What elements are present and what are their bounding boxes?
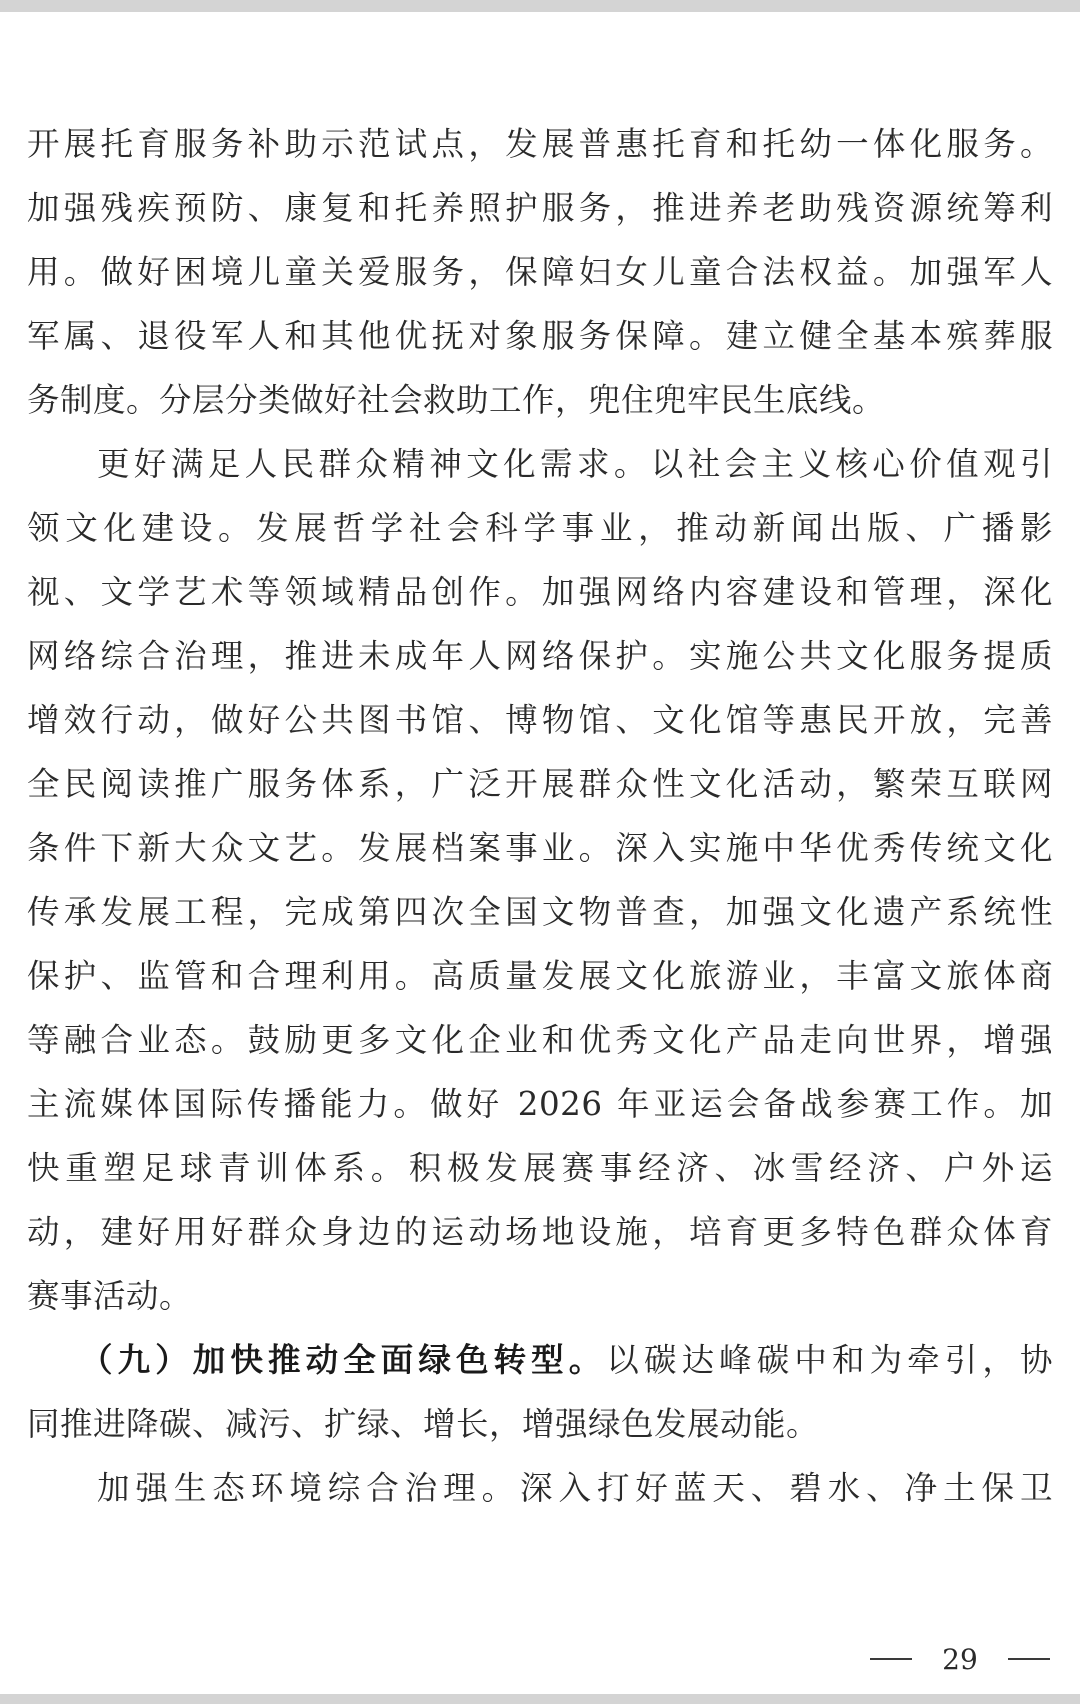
viewer-bottom-bar [0, 1694, 1080, 1704]
footer-dash-right [1008, 1658, 1050, 1660]
section-heading-rest: 以碳达峰碳中和为牵引，协 [606, 1341, 1053, 1379]
text-line-3: 用。做好困境儿童关爱服务，保障妇女儿童合法权益。加强军人 [27, 253, 1053, 291]
text-line-1: 开展托育服务补助示范试点，发展普惠托育和托幼一体化服务。 [27, 125, 1053, 163]
text-line-7: 领文化建设。发展哲学社会科学事业，推动新闻出版、广播影 [27, 509, 1053, 547]
text-line-12: 条件下新大众文艺。发展档案事业。深入实施中华优秀传统文化 [27, 829, 1053, 867]
paragraph-start-culture: 更好满足人民群众精神文化需求。以社会主义核心价值观引 [97, 445, 1053, 483]
text-line-11: 全民阅读推广服务体系，广泛开展群众性文化活动，繁荣互联网 [27, 765, 1053, 803]
text-line-18: 动，建好用好群众身边的运动场地设施，培育更多特色群众体育 [27, 1213, 1053, 1251]
text-line-14: 保护、监管和合理利用。高质量发展文化旅游业，丰富文旅体商 [27, 957, 1053, 995]
text-line-2: 加强残疾预防、康复和托养照护服务，推进养老助残资源统筹利 [27, 189, 1053, 227]
text-line-4: 军属、退役军人和其他优抚对象服务保障。建立健全基本殡葬服 [27, 317, 1053, 355]
text-line-5: 务制度。分层分类做好社会救助工作，兜住兜牢民生底线。 [27, 381, 886, 419]
text-line-16: 主流媒体国际传播能力。做好 2026 年亚运会备战参赛工作。加 [27, 1085, 1053, 1123]
text-line-19: 赛事活动。 [27, 1277, 193, 1315]
text-line-9: 网络综合治理，推进未成年人网络保护。实施公共文化服务提质 [27, 637, 1053, 675]
text-line-15: 等融合业态。鼓励更多文化企业和优秀文化产品走向世界，增强 [27, 1021, 1053, 1059]
footer-dash-left [870, 1658, 912, 1660]
text-line-13: 传承发展工程，完成第四次全国文物普查，加强文化遗产系统性 [27, 893, 1053, 931]
text-line-21: 同推进降碳、减污、扩绿、增长，增强绿色发展动能。 [27, 1405, 820, 1443]
viewer-top-bar [0, 0, 1080, 12]
page-number: 29 [942, 1642, 978, 1676]
text-line-17: 快重塑足球青训体系。积极发展赛事经济、冰雪经济、户外运 [27, 1149, 1053, 1187]
section-heading-line [80, 1330, 1053, 1390]
page-footer [870, 1637, 1050, 1681]
paragraph-start-ecology: 加强生态环境综合治理。深入打好蓝天、碧水、净土保卫 [97, 1469, 1053, 1507]
text-line-10: 增效行动，做好公共图书馆、博物馆、文化馆等惠民开放，完善 [27, 701, 1053, 739]
document-page [0, 12, 1080, 1694]
text-line-8: 视、文学艺术等领域精品创作。加强网络内容建设和管理，深化 [27, 573, 1053, 611]
section-heading-bold: （九）加快推动全面绿色转型。 [80, 1340, 607, 1379]
